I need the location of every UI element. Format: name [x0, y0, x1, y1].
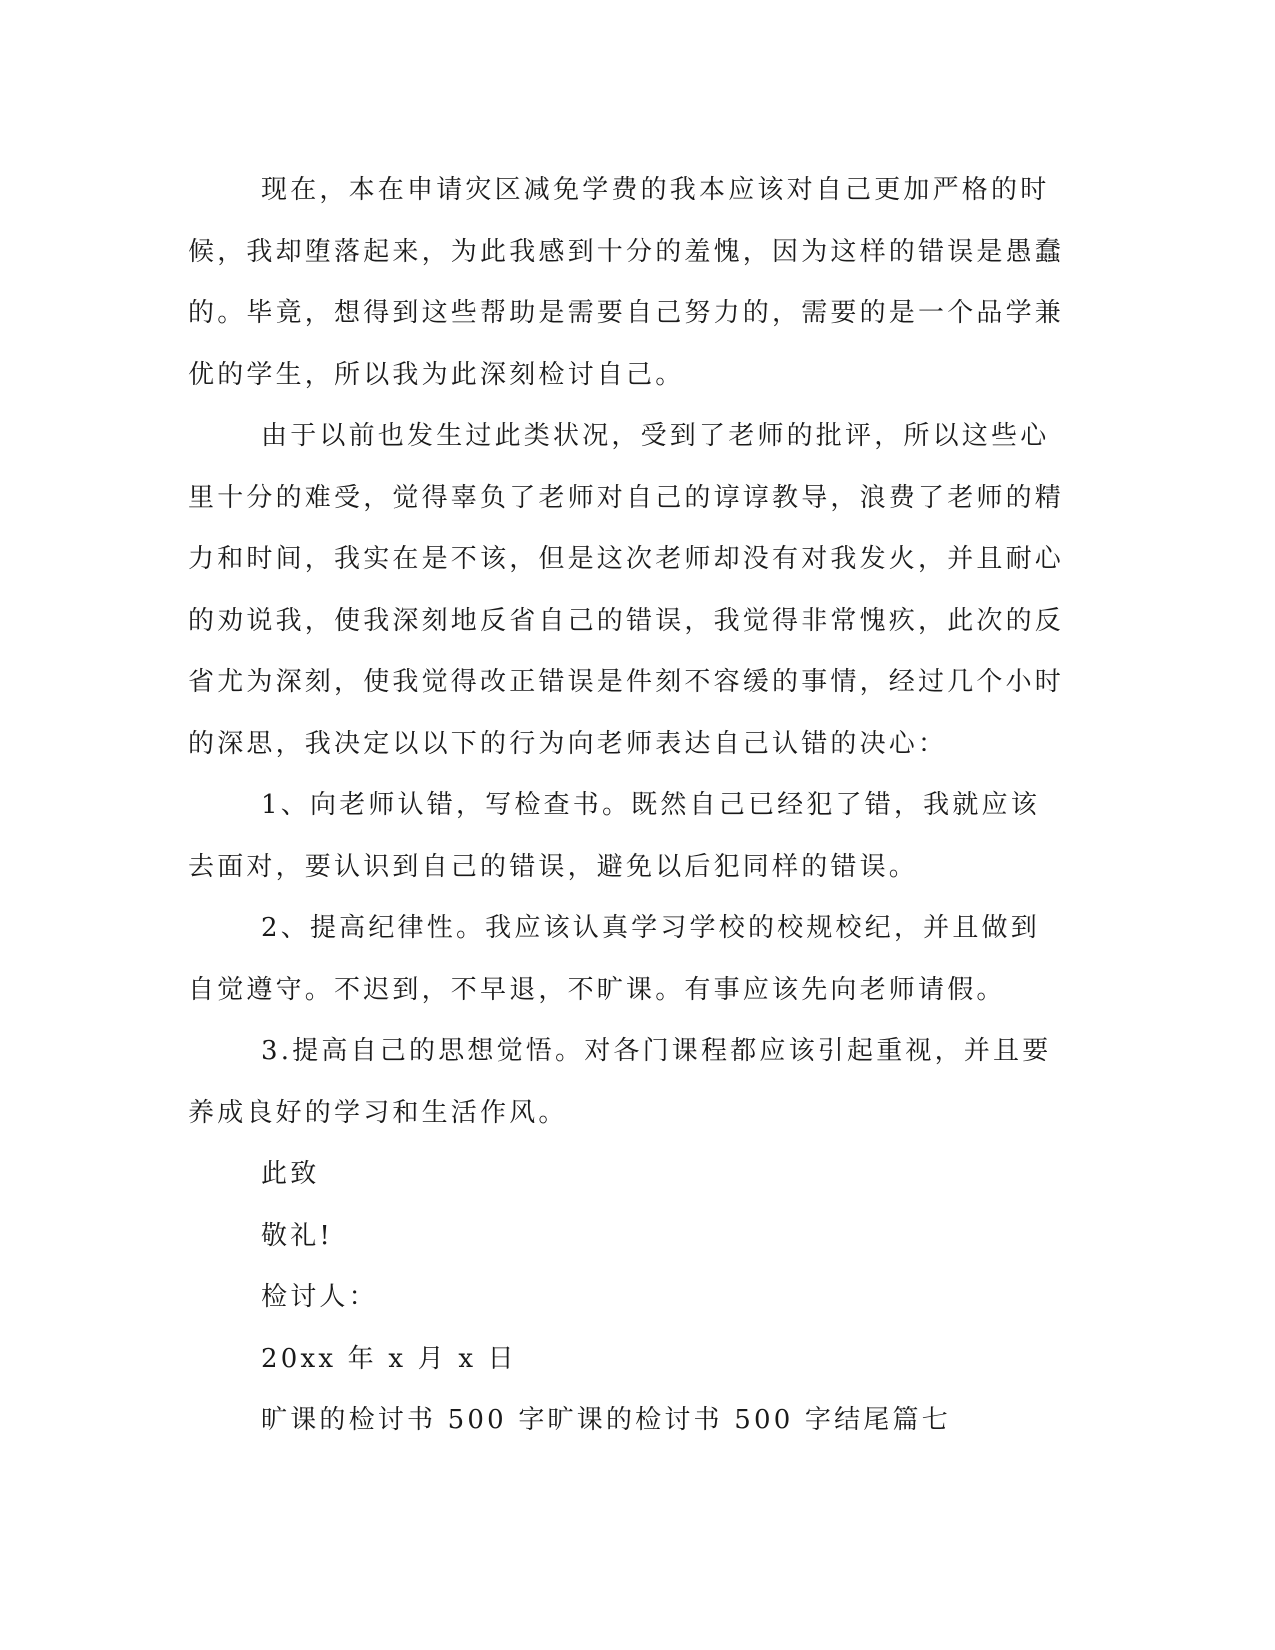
closing-salutation: 此致 — [261, 1159, 320, 1189]
paragraph-1: 现在，本在申请灾区减免学费的我本应该对自己更加严格的时候，我却堕落起来，为此我感到十分的羞愧，因为这样的错误是愚蠢的。毕竟，想得到这些帮助是需要自己努力的，需要的是一个品学兼优的学生，所以我为此深刻检讨自己。 — [188, 175, 1065, 390]
signer-label: 检讨人： — [261, 1282, 378, 1312]
list-item-1: 1、向老师认错，写检查书。既然自己已经犯了错，我就应该去面对，要认识到自己的错误，避免以后犯同样的错误。 — [188, 790, 1040, 882]
list-item-2: 2、提高纪律性。我应该认真学习学校的校规校纪，并且做到自觉遵守。不迟到，不早退，不旷课。有事应该先向老师请假。 — [188, 913, 1040, 1005]
list-item-3: 3.提高自己的思想觉悟。对各门课程都应该引起重视，并且要养成良好的学习和生活作风。 — [188, 1036, 1052, 1128]
next-section-title: 旷课的检讨书 500 字旷课的检讨书 500 字结尾篇七 — [261, 1405, 951, 1435]
paragraph-2: 由于以前也发生过此类状况，受到了老师的批评，所以这些心里十分的难受，觉得辜负了老师对自己的谆谆教导，浪费了老师的精力和时间，我实在是不该，但是这次老师却没有对我发火，并且耐心的劝说我，使我深刻地反省自己的错误，我觉得非常愧疚，此次的反省尤为深刻，使我觉得改正错误是件刻不容缓的事情，经过几个小时的深思，我决定以以下的行为向老师表达自己认错的决心： — [188, 421, 1065, 759]
letter-date: 20xx 年 x 月 x 日 — [261, 1343, 517, 1374]
closing-respect: 敬礼! — [261, 1220, 334, 1251]
letter-body — [188, 160, 1068, 1452]
